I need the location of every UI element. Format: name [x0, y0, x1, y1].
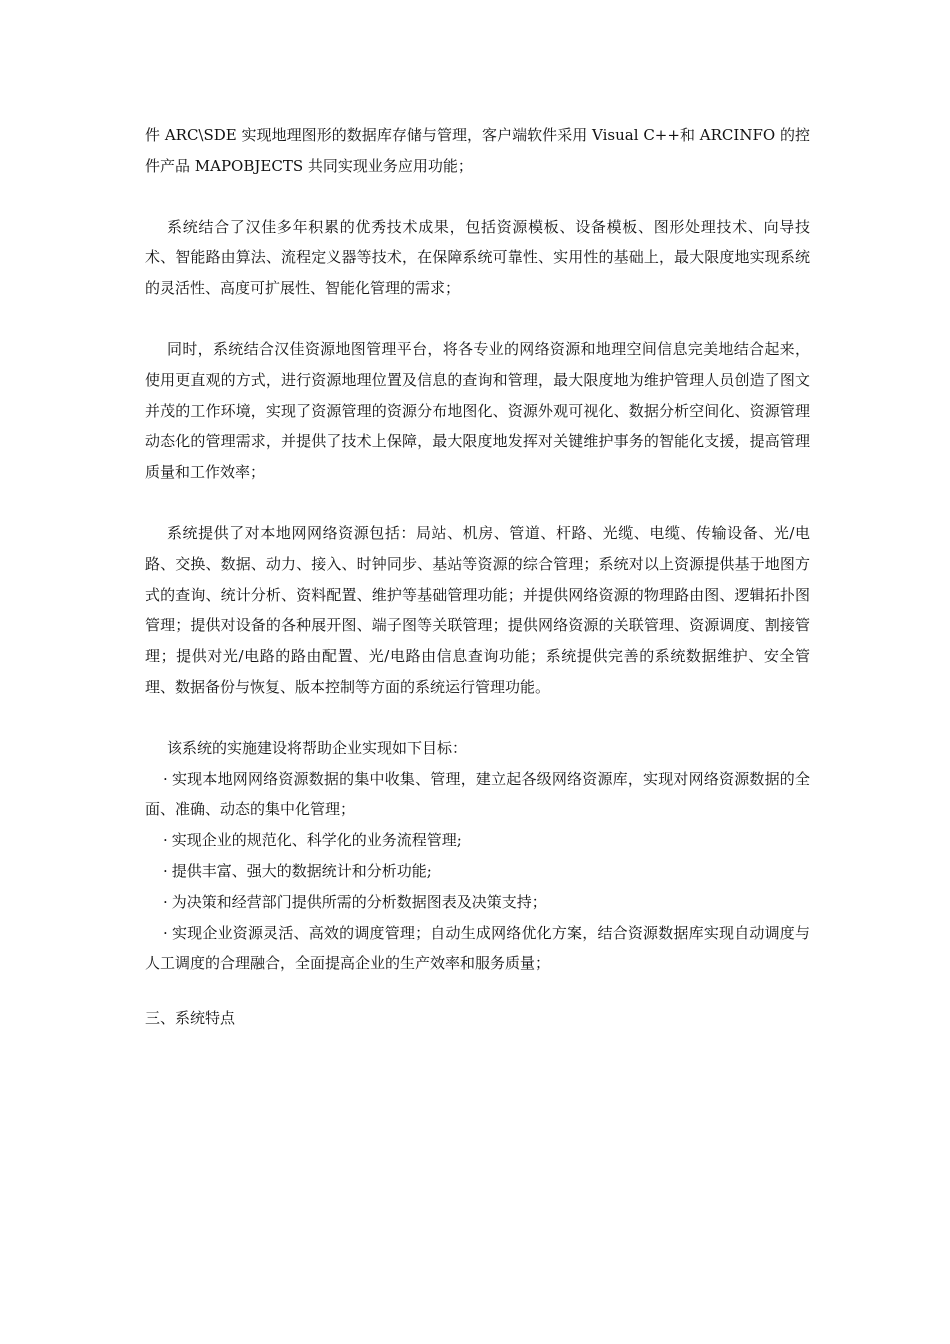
list-item — [145, 887, 810, 918]
list-item — [145, 918, 810, 980]
list-item — [145, 856, 810, 887]
paragraph-map-platform: 同时，系统结合汉佳资源地图管理平台，将各专业的网络资源和地理空间信息完美地结合起来，使用更直观的方式，进行资源地理位置及信息的查询和管理，最大限度地为维护管理人员创造了图文并茂的工作环境，实现了资源管理的资源分布地图化、资源外观可视化、数据分析空间化、资源管理动态化的管理需求，并提供了技术上保障，最大限度地发挥对关键维护事务的智能化支援，提高管理质量和工作效率； — [145, 339, 810, 482]
goal-text: 实现本地网网络资源数据的集中收集、管理，建立起各级网络资源库，实现对网络资源数据的全面、准确、动态的集中化管理； — [145, 769, 810, 819]
bullet-marker: · — [163, 861, 168, 880]
section-heading: 三、系统特点 — [145, 1009, 236, 1028]
goal-text: 提供丰富、强大的数据统计和分析功能; — [171, 861, 432, 880]
paragraph-client-software: 件 ARC\SDE 实现地理图形的数据库存储与管理，客户端软件采用 Visual C++和 ARCINFO 的控件产品 MAPOBJECTS 共同实现业务应用功能； — [145, 126, 810, 175]
document-body — [145, 120, 810, 1034]
bullet-marker: · — [163, 769, 168, 788]
goal-text: 实现企业资源灵活、高效的调度管理；自动生成网络优化方案，结合资源数据库实现自动调度与人工调度的合理融合，全面提高企业的生产效率和服务质量； — [145, 923, 810, 973]
goals-intro: 该系统的实施建设将帮助企业实现如下目标： — [167, 738, 468, 757]
list-item — [145, 764, 810, 826]
bullet-marker: · — [163, 892, 168, 911]
goal-text: 为决策和经营部门提供所需的分析数据图表及决策支持； — [171, 892, 547, 911]
list-item — [145, 825, 810, 856]
goal-text: 实现企业的规范化、科学化的业务流程管理; — [171, 831, 462, 850]
paragraph-resource-management: 系统提供了对本地网网络资源包括：局站、机房、管道、杆路、光缆、电缆、传输设备、光/电路、交换、数据、动力、接入、时钟同步、基站等资源的综合管理；系统对以上资源提供基于地图方式的查询、统计分析、资料配置、维护等基础管理功能；并提供网络资源的物理路由图、逻辑拓扑图管理；提供对设备的各种展开图、端子图等关联管理；提供网络资源的关联管理、资源调度、割接管理；提供对光/电路的路由配置、光/电路由信息查询功能；系统提供完善的系统数据维护、安全管理、数据备份与恢复、版本控制等方面的系统运行管理功能。 — [145, 523, 810, 696]
paragraph-technical-achievements: 系统结合了汉佳多年积累的优秀技术成果，包括资源模板、设备模板、图形处理技术、向导技术、智能路由算法、流程定义器等技术，在保障系统可靠性、实用性的基础上，最大限度地实现系统的灵活性、高度可扩展性、智能化管理的需求； — [145, 217, 810, 298]
bullet-marker: · — [163, 923, 168, 942]
bullet-marker: · — [163, 831, 168, 850]
goals-list — [145, 764, 810, 980]
